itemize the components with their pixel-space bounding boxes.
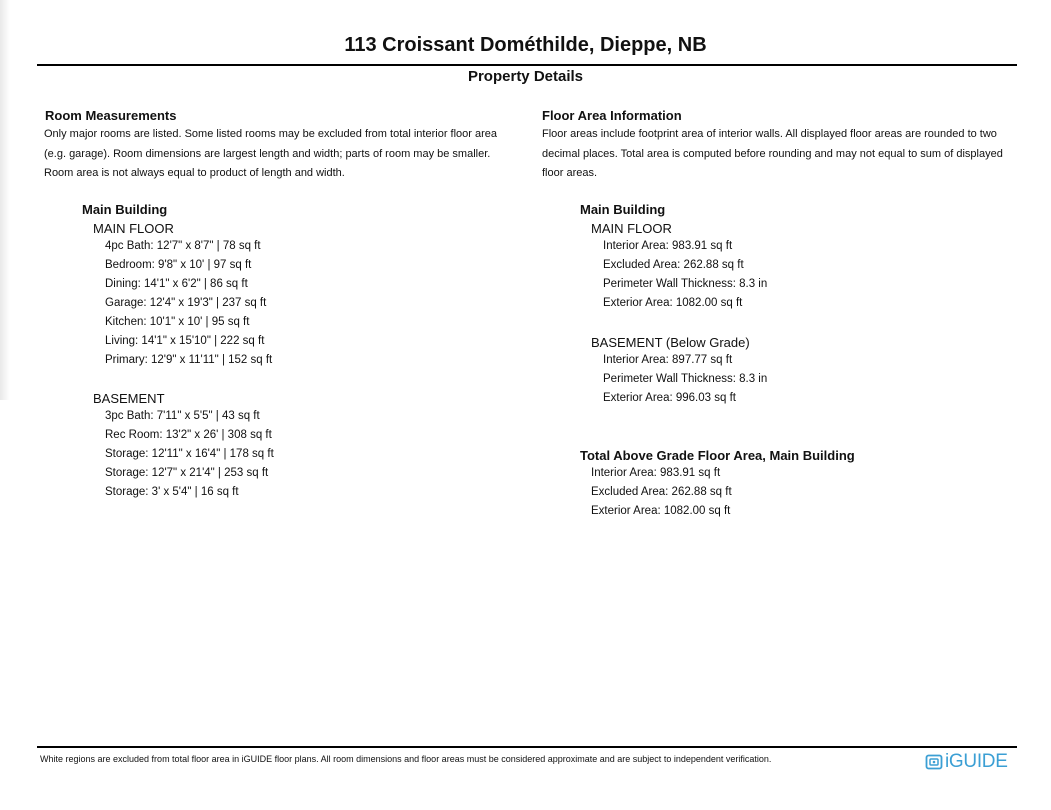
room-measurements-heading: Room Measurements [45,108,177,123]
area-floor-basement-label: BASEMENT (Below Grade) [591,335,750,350]
room-row: Rec Room: 13'2" x 26' | 308 sq ft [105,429,272,441]
footer-disclaimer: White regions are excluded from total floor area in iGUIDE floor plans. All room dimensions and floor areas must be considered approximate and are subject to independent verification. [40,754,772,764]
room-row: Bedroom: 9'8" x 10' | 97 sq ft [105,259,252,271]
area-row: Perimeter Wall Thickness: 8.3 in [603,373,768,385]
area-row: Excluded Area: 262.88 sq ft [603,259,744,271]
area-floor-main-label: MAIN FLOOR [591,221,672,236]
room-row: Storage: 12'11" x 16'4" | 178 sq ft [105,448,274,460]
room-row: Living: 14'1" x 15'10" | 222 sq ft [105,335,265,347]
area-row: Interior Area: 897.77 sq ft [603,354,733,366]
total-area-heading: Total Above Grade Floor Area, Main Building [580,448,855,463]
floor-area-heading: Floor Area Information [542,108,682,123]
iguide-logo-icon [925,753,943,771]
page-edge-shadow [0,0,10,400]
room-row: 3pc Bath: 7'11" x 5'5" | 43 sq ft [105,410,260,422]
area-row: Exterior Area: 1082.00 sq ft [603,297,743,309]
room-measurements-note [44,125,497,184]
note-line: Only major rooms are listed. Some listed rooms may be excluded from total interior floor area [44,128,498,140]
iguide-logo [925,750,1008,774]
room-floor-basement-label: BASEMENT [93,391,165,406]
note-line: Room area is not always equal to product of length and width. [44,167,345,179]
room-row: Dining: 14'1" x 6'2" | 86 sq ft [105,278,248,290]
footer-divider [37,746,1017,748]
total-area-row: Excluded Area: 262.88 sq ft [591,486,732,498]
area-building-label: Main Building [580,202,666,217]
room-row: Storage: 3' x 5'4" | 16 sq ft [105,486,239,498]
area-row: Exterior Area: 996.03 sq ft [603,392,736,404]
total-area-row: Exterior Area: 1082.00 sq ft [591,505,731,517]
room-row: Primary: 12'9" x 11'11" | 152 sq ft [105,354,273,366]
area-row: Interior Area: 983.91 sq ft [603,240,733,252]
room-row: Garage: 12'4" x 19'3" | 237 sq ft [105,297,267,309]
total-area-row: Interior Area: 983.91 sq ft [591,467,721,479]
page-subtitle: Property Details [467,68,584,85]
floor-area-note [542,125,1003,184]
room-row: Storage: 12'7" x 21'4" | 253 sq ft [105,467,269,479]
note-line: Floor areas include footprint area of interior walls. All displayed floor areas are rounded to two [542,128,997,140]
room-floor-main-label: MAIN FLOOR [93,221,174,236]
room-row: Kitchen: 10'1" x 10' | 95 sq ft [105,316,250,328]
iguide-logo-text: iGUIDE [945,751,1008,772]
room-building-label: Main Building [82,202,168,217]
page-title: 113 Croissant Dométhilde, Dieppe, NB [344,34,707,56]
room-row: 4pc Bath: 12'7" x 8'7" | 78 sq ft [105,240,261,252]
note-line: (e.g. garage). Room dimensions are largest length and width; parts of room may be smaller. [44,147,491,160]
area-row: Perimeter Wall Thickness: 8.3 in [603,278,768,290]
note-line: decimal places. Total area is computed before rounding and may not equal to sum of displayed [542,147,1003,160]
title-divider [37,64,1017,66]
note-line: floor areas. [542,167,598,179]
